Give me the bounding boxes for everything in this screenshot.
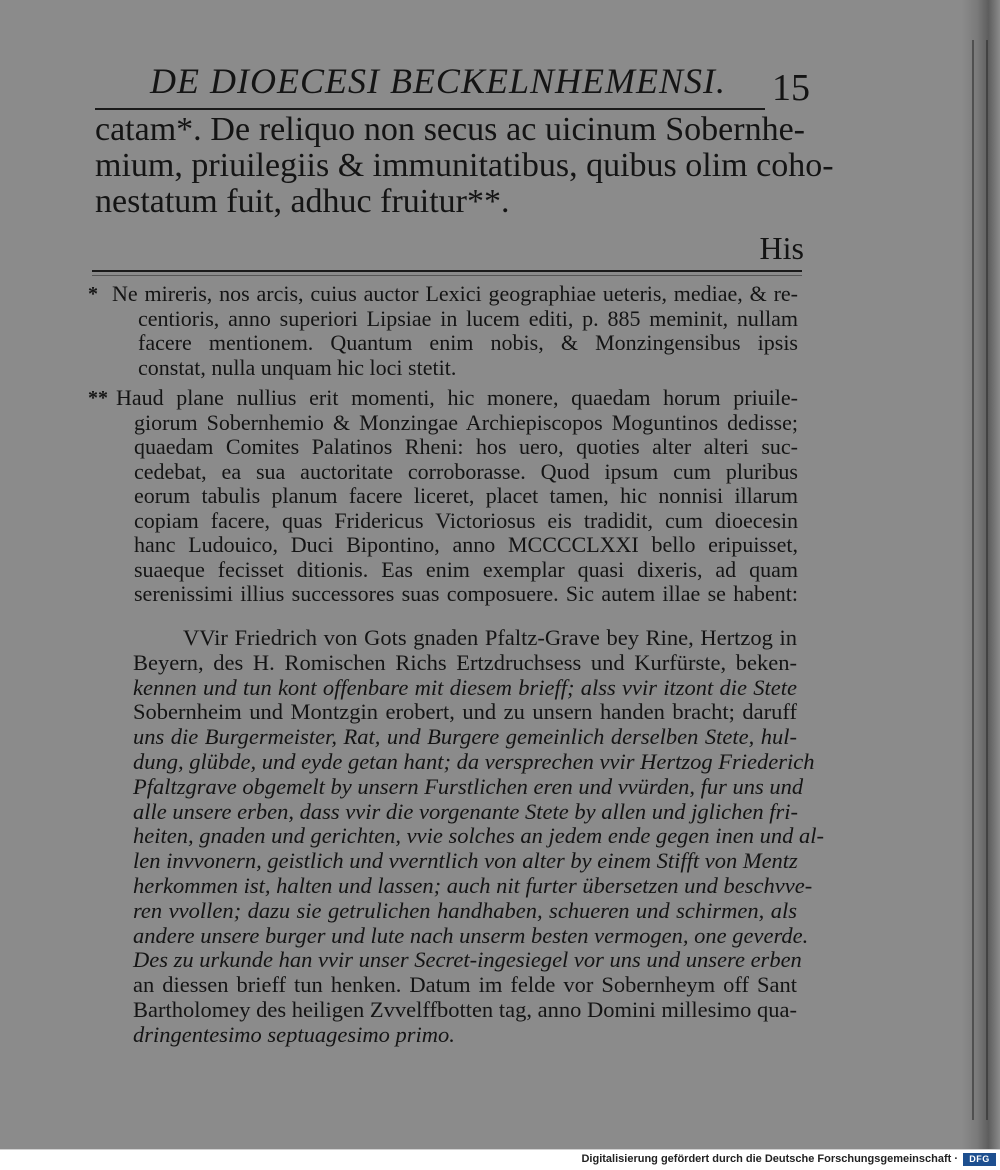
footnote-mark: * bbox=[88, 283, 98, 305]
footnote-body bbox=[112, 282, 798, 380]
charter-line: heiten, gnaden und gerichten, vvie solches an jedem ende gegen inen und al- bbox=[133, 823, 825, 849]
main-text-line: mium, priuilegiis & immunitatibus, quibus olim coho- bbox=[95, 147, 834, 184]
charter-line: uns die Burgermeister, Rat, und Burgere gemeinlich derselben Stete, hul- bbox=[133, 724, 797, 750]
page-header bbox=[150, 58, 810, 108]
charter-line: Bartholomey des heiligen Zvvelffbotten tag, anno Domini millesimo qua- bbox=[133, 996, 797, 1022]
main-text-line: catam*. De reliquo non secus ac uicinum Sobernhe- bbox=[95, 111, 805, 148]
digitization-footer bbox=[0, 1149, 1000, 1170]
footnote-rule bbox=[92, 275, 802, 276]
charter-line: ren vvollen; dazu sie getrulichen handhaben, schueren und schirmen, als bbox=[133, 897, 797, 923]
footnote-line: centioris, anno superiori Lipsiae in lucem editi, p. 885 meminit, nullam bbox=[138, 305, 798, 331]
charter-line: Pfaltzgrave obgemelt by unsern Furstlichen eren und vvürden, fur uns und bbox=[133, 773, 804, 799]
footnote-line: giorum Sobernhemio & Monzingae Archiepiscopos Moguntinos dedisse; bbox=[134, 409, 798, 435]
charter-line: kennen und tun kont offenbare mit diesem brieff; alss vvir itzont die Stete bbox=[133, 674, 797, 700]
footnote-rule bbox=[92, 270, 802, 272]
footnote-line: suaeque fecisset ditionis. Eas enim exemplar quasi dixeris, ad quam bbox=[134, 556, 798, 582]
charter-line: herkommen ist, halten und lassen; auch nit furter übersetzen und beschvve- bbox=[133, 872, 813, 898]
page-edge-line bbox=[972, 40, 974, 1120]
charter-line: an diessen brieff tun henken. Datum im felde vor Sobernheym off Sant bbox=[133, 972, 797, 998]
footnote-line: hanc Ludouico, Duci Bipontino, anno MCCCCLXXI bello eripuisset, bbox=[134, 532, 798, 557]
footnote-line: cedebat, ea sua auctoritate corroborasse. Quod ipsum cum pluribus bbox=[134, 458, 798, 484]
charter-line: Sobernheim und Montzgin erobert, und zu unsern handen bracht; daruff bbox=[133, 699, 797, 725]
page-number: 15 bbox=[772, 67, 810, 109]
footnote-mark: ** bbox=[88, 387, 108, 409]
main-text bbox=[95, 111, 834, 220]
charter-line: dung, glübde, und eyde getan hant; da versprechen vvir Hertzog Friederich bbox=[133, 748, 815, 774]
charter-line: dringentesimo septuagesimo primo. bbox=[133, 1021, 455, 1047]
page-edge-line bbox=[986, 40, 988, 1120]
charter-line: VVir Friedrich von Gots gnaden Pfaltz-Grave bey Rine, Hertzog in bbox=[183, 625, 797, 650]
footnote bbox=[88, 386, 798, 607]
charter-line: alle unsere erben, dass vvir die vorgenante Stete by allen und jglichen fri- bbox=[133, 798, 799, 824]
main-text-line: nestatum fuit, adhuc fruitur**. bbox=[95, 183, 510, 220]
footnote-line: constat, nulla unquam hic loci stetit. bbox=[138, 354, 457, 380]
running-head: DE DIOECESI BECKELNHEMENSI. bbox=[150, 61, 726, 101]
header-rule bbox=[95, 108, 765, 110]
footnote-line: copiam facere, quas Fridericus Victoriosus eis tradidit, cum dioecesin bbox=[134, 507, 798, 533]
catchword: His bbox=[759, 230, 804, 266]
footnote-line: Ne mireris, nos arcis, cuius auctor Lexici geographiae ueteris, mediae, & re- bbox=[112, 281, 798, 306]
charter-line: Des zu urkunde han vvir unser Secret-ingesiegel vor uns und unsere erben bbox=[133, 947, 802, 973]
book-page-edge bbox=[962, 0, 1000, 1150]
charter-line: Beyern, des H. Romischen Richs Ertzdruchsess und Kurfürste, beken- bbox=[133, 649, 797, 675]
footnote-line: eorum tabulis planum facere liceret, placet tamen, hic nonnisi illarum bbox=[134, 483, 798, 508]
footnotes bbox=[88, 282, 798, 607]
charter-quotation bbox=[133, 625, 825, 1048]
footnote-body bbox=[116, 386, 798, 607]
dfg-logo[interactable]: DFG bbox=[963, 1153, 996, 1166]
charter-line: len invvonern, geistlich und vverntlich von alter by einem Stifft von Mentz bbox=[133, 848, 798, 874]
charter-line: andere unsere burger und lute nach unserm besten vermogen, one geverde. bbox=[133, 922, 809, 948]
footnote-line: Haud plane nullius erit momenti, hic monere, quaedam horum priuile- bbox=[116, 385, 798, 410]
footnote-line: serenissimi illius successores suas composuere. Sic autem illae se habent: bbox=[134, 581, 798, 606]
footnote-line: quaedam Comites Palatinos Rheni: hos uero, quoties alter alteri suc- bbox=[134, 434, 798, 459]
footnote-line: facere mentionem. Quantum enim nobis, & Monzingensibus ipsis bbox=[138, 330, 798, 355]
funding-credit: Digitalisierung gefördert durch die Deutsche Forschungsgemeinschaft · bbox=[581, 1153, 958, 1165]
footnote bbox=[88, 282, 798, 380]
